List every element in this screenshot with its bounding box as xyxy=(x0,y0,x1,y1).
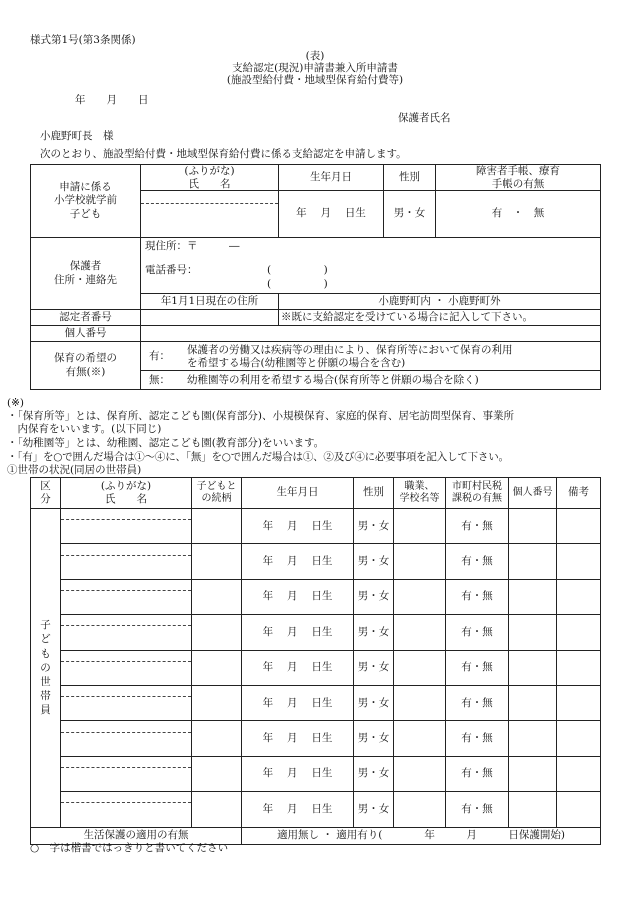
col-tax: 市町村民税 課税の有無 xyxy=(446,478,509,509)
member-sex-field[interactable]: 男・女 xyxy=(354,544,394,579)
hope-yes-text: 保護者の労働又は疾病等の理由により、保育所等において保育の利用 を希望する場合(幼稚園等と併願の場合を含む) xyxy=(187,344,513,369)
phone-paren-2: ( ) xyxy=(267,278,328,290)
col-relation: 子どもと の続柄 xyxy=(192,478,242,509)
child-sex-field[interactable]: 男・女 xyxy=(384,191,436,238)
member-my-number-field[interactable] xyxy=(509,756,557,791)
member-my-number-field[interactable] xyxy=(509,721,557,756)
member-relation-field[interactable] xyxy=(192,615,242,650)
member-relation-field[interactable] xyxy=(192,544,242,579)
sex-header: 性別 xyxy=(384,165,436,191)
member-remarks-field[interactable] xyxy=(557,685,601,720)
guardian-label: 保護者 住所・連絡先 xyxy=(31,238,141,310)
member-job-field[interactable] xyxy=(394,650,446,685)
household-row xyxy=(31,579,601,614)
household-section-title: ①世帯の状況(同居の世帯員) xyxy=(7,464,142,476)
member-tax-field[interactable]: 有・無 xyxy=(446,721,509,756)
member-tax-field[interactable]: 有・無 xyxy=(446,756,509,791)
member-birth-field[interactable]: 年 月 日生 xyxy=(242,544,354,579)
my-number-field[interactable] xyxy=(141,326,601,342)
form-title: 支給認定(現況)申請書兼入所申請書 xyxy=(232,62,398,74)
member-remarks-field[interactable] xyxy=(557,721,601,756)
member-my-number-field[interactable] xyxy=(509,792,557,827)
member-relation-field[interactable] xyxy=(192,792,242,827)
member-relation-field[interactable] xyxy=(192,721,242,756)
member-birth-field[interactable]: 年 月 日生 xyxy=(242,756,354,791)
member-relation-field[interactable] xyxy=(192,756,242,791)
welfare-label: 生活保護の適用の有無 xyxy=(31,827,242,844)
col-sex: 性別 xyxy=(354,478,394,509)
child-name-field[interactable] xyxy=(141,191,279,238)
member-remarks-field[interactable] xyxy=(557,544,601,579)
member-sex-field[interactable]: 男・女 xyxy=(354,756,394,791)
form-number: 様式第1号(第3条関係) xyxy=(30,34,136,46)
member-job-field[interactable] xyxy=(394,721,446,756)
jan1-address-field[interactable]: 小鹿野町内 ・ 小鹿野町外 xyxy=(279,294,601,310)
member-tax-field[interactable]: 有・無 xyxy=(446,544,509,579)
member-job-field[interactable] xyxy=(394,756,446,791)
application-table xyxy=(30,164,601,390)
member-remarks-field[interactable] xyxy=(557,579,601,614)
col-birth: 生年月日 xyxy=(242,478,354,509)
note-line-2: 内保育をいいます。(以下同じ) xyxy=(7,423,162,435)
jan1-address-label: 年1月1日現在の住所 xyxy=(141,294,279,310)
household-table xyxy=(30,477,601,845)
member-birth-field[interactable]: 年 月 日生 xyxy=(242,792,354,827)
hope-yes-label[interactable]: 有： xyxy=(149,350,170,362)
member-tax-field[interactable]: 有・無 xyxy=(446,685,509,720)
member-remarks-field[interactable] xyxy=(557,650,601,685)
member-job-field[interactable] xyxy=(394,685,446,720)
member-my-number-field[interactable] xyxy=(509,579,557,614)
member-my-number-field[interactable] xyxy=(509,615,557,650)
member-name-field[interactable] xyxy=(61,650,192,685)
household-row xyxy=(31,756,601,791)
member-birth-field[interactable]: 年 月 日生 xyxy=(242,615,354,650)
cert-number-field[interactable] xyxy=(141,310,279,326)
member-tax-field[interactable]: 有・無 xyxy=(446,615,509,650)
col-kubun: 区 分 xyxy=(31,478,61,509)
household-row xyxy=(31,721,601,756)
member-name-field[interactable] xyxy=(61,721,192,756)
member-job-field[interactable] xyxy=(394,615,446,650)
addressee: 小鹿野町長 様 xyxy=(40,130,114,142)
welfare-field[interactable]: 適用無し ・ 適用有り( 年 月 日保護開始) xyxy=(242,827,601,844)
member-my-number-field[interactable] xyxy=(509,544,557,579)
member-relation-field[interactable] xyxy=(192,579,242,614)
member-job-field[interactable] xyxy=(394,579,446,614)
member-sex-field[interactable]: 男・女 xyxy=(354,650,394,685)
member-sex-field[interactable]: 男・女 xyxy=(354,615,394,650)
member-my-number-field[interactable] xyxy=(509,685,557,720)
household-row xyxy=(31,615,601,650)
member-remarks-field[interactable] xyxy=(557,792,601,827)
household-row xyxy=(31,685,601,720)
child-label: 申請に係る 小学校就学前 子ども xyxy=(31,165,141,238)
member-relation-field[interactable] xyxy=(192,509,242,544)
member-remarks-field[interactable] xyxy=(557,756,601,791)
note-line-3: ・「幼稚園等」とは、幼稚園、認定こども園(教育部分)をいいます。 xyxy=(7,437,325,449)
member-name-field[interactable] xyxy=(61,685,192,720)
guardian-name-label: 保護者氏名 xyxy=(398,112,451,124)
col-job: 職業、 学校名等 xyxy=(394,478,446,509)
my-number-label: 個人番号 xyxy=(31,326,141,342)
member-name-field[interactable] xyxy=(61,756,192,791)
member-sex-field[interactable]: 男・女 xyxy=(354,685,394,720)
member-name-field[interactable] xyxy=(61,615,192,650)
member-sex-field[interactable]: 男・女 xyxy=(354,792,394,827)
childcare-hope-label: 保育の希望の 有無(※) xyxy=(31,342,141,390)
birth-header: 生年月日 xyxy=(279,165,384,191)
col-remarks: 備考 xyxy=(557,478,601,509)
member-remarks-field[interactable] xyxy=(557,615,601,650)
form-subtitle: (施設型給付費・地域型保育給付費等) xyxy=(226,74,404,86)
member-tax-field[interactable]: 有・無 xyxy=(446,650,509,685)
childcare-hope-field[interactable] xyxy=(141,342,601,390)
guardian-contact-field[interactable] xyxy=(141,238,601,294)
member-birth-field[interactable]: 年 月 日生 xyxy=(242,650,354,685)
note-line-1: ・「保育所等」とは、保育所、認定こども園(保育部分)、小規模保育、家庭的保育、居宅訪問型保育、事業所 xyxy=(7,410,514,422)
address-label: 現住所：〒 ― xyxy=(145,240,240,252)
member-name-field[interactable] xyxy=(61,792,192,827)
disability-field[interactable]: 有 ・ 無 xyxy=(436,191,601,238)
member-job-field[interactable] xyxy=(394,544,446,579)
member-tax-field[interactable]: 有・無 xyxy=(446,509,509,544)
cert-number-label: 認定者番号 xyxy=(31,310,141,326)
member-birth-field[interactable]: 年 月 日生 xyxy=(242,509,354,544)
member-my-number-field[interactable] xyxy=(509,509,557,544)
member-job-field[interactable] xyxy=(394,509,446,544)
footer-note: ○ 字は楷書ではっきりと書いてください xyxy=(30,842,229,854)
member-name-field[interactable] xyxy=(61,579,192,614)
cert-number-note: ※既に支給認定を受けている場合に記入して下さい。 xyxy=(279,310,601,326)
member-sex-field[interactable]: 男・女 xyxy=(354,721,394,756)
member-sex-field[interactable]: 男・女 xyxy=(354,579,394,614)
member-relation-field[interactable] xyxy=(192,685,242,720)
member-tax-field[interactable]: 有・無 xyxy=(446,579,509,614)
child-birth-field[interactable]: 年 月 日生 xyxy=(279,191,384,238)
member-name-field[interactable] xyxy=(61,544,192,579)
note-line-4: ・「有」を○で囲んだ場合は①～④に、「無」を○で囲んだ場合は①、②及び④に必要事項を記入して下さい。 xyxy=(7,451,509,463)
application-date: 年 月 日 xyxy=(75,94,149,106)
member-birth-field[interactable]: 年 月 日生 xyxy=(242,579,354,614)
disability-header: 障害者手帳、療育 手帳の有無 xyxy=(436,165,601,191)
household-row xyxy=(31,544,601,579)
member-birth-field[interactable]: 年 月 日生 xyxy=(242,721,354,756)
form-side-label: (表) xyxy=(305,50,325,62)
member-tax-field[interactable]: 有・無 xyxy=(446,792,509,827)
note-marker: (※) xyxy=(7,397,24,409)
household-row xyxy=(31,509,601,544)
hope-no-text: 幼稚園等の利用を希望する場合(保育所等と併願の場合を除く) xyxy=(187,374,479,386)
member-name-field[interactable] xyxy=(61,509,192,544)
intro-text: 次のとおり、施設型給付費・地域型保育給付費に係る支給認定を申請します。 xyxy=(40,148,407,160)
member-relation-field[interactable] xyxy=(192,650,242,685)
member-my-number-field[interactable] xyxy=(509,650,557,685)
member-remarks-field[interactable] xyxy=(557,509,601,544)
member-birth-field[interactable]: 年 月 日生 xyxy=(242,685,354,720)
phone-label: 電話番号： xyxy=(145,264,198,276)
hope-no-label[interactable]: 無： xyxy=(149,374,170,386)
col-my-number: 個人番号 xyxy=(509,478,557,509)
col-name: (ふりがな) 氏 名 xyxy=(61,478,192,509)
household-row xyxy=(31,650,601,685)
member-job-field[interactable] xyxy=(394,792,446,827)
household-row xyxy=(31,792,601,827)
member-sex-field[interactable]: 男・女 xyxy=(354,509,394,544)
child-name-header: (ふりがな) 氏 名 xyxy=(141,165,279,191)
household-side-label: 子 ど も の 世 帯 員 xyxy=(31,509,61,828)
phone-paren-1: ( ) xyxy=(267,264,328,276)
